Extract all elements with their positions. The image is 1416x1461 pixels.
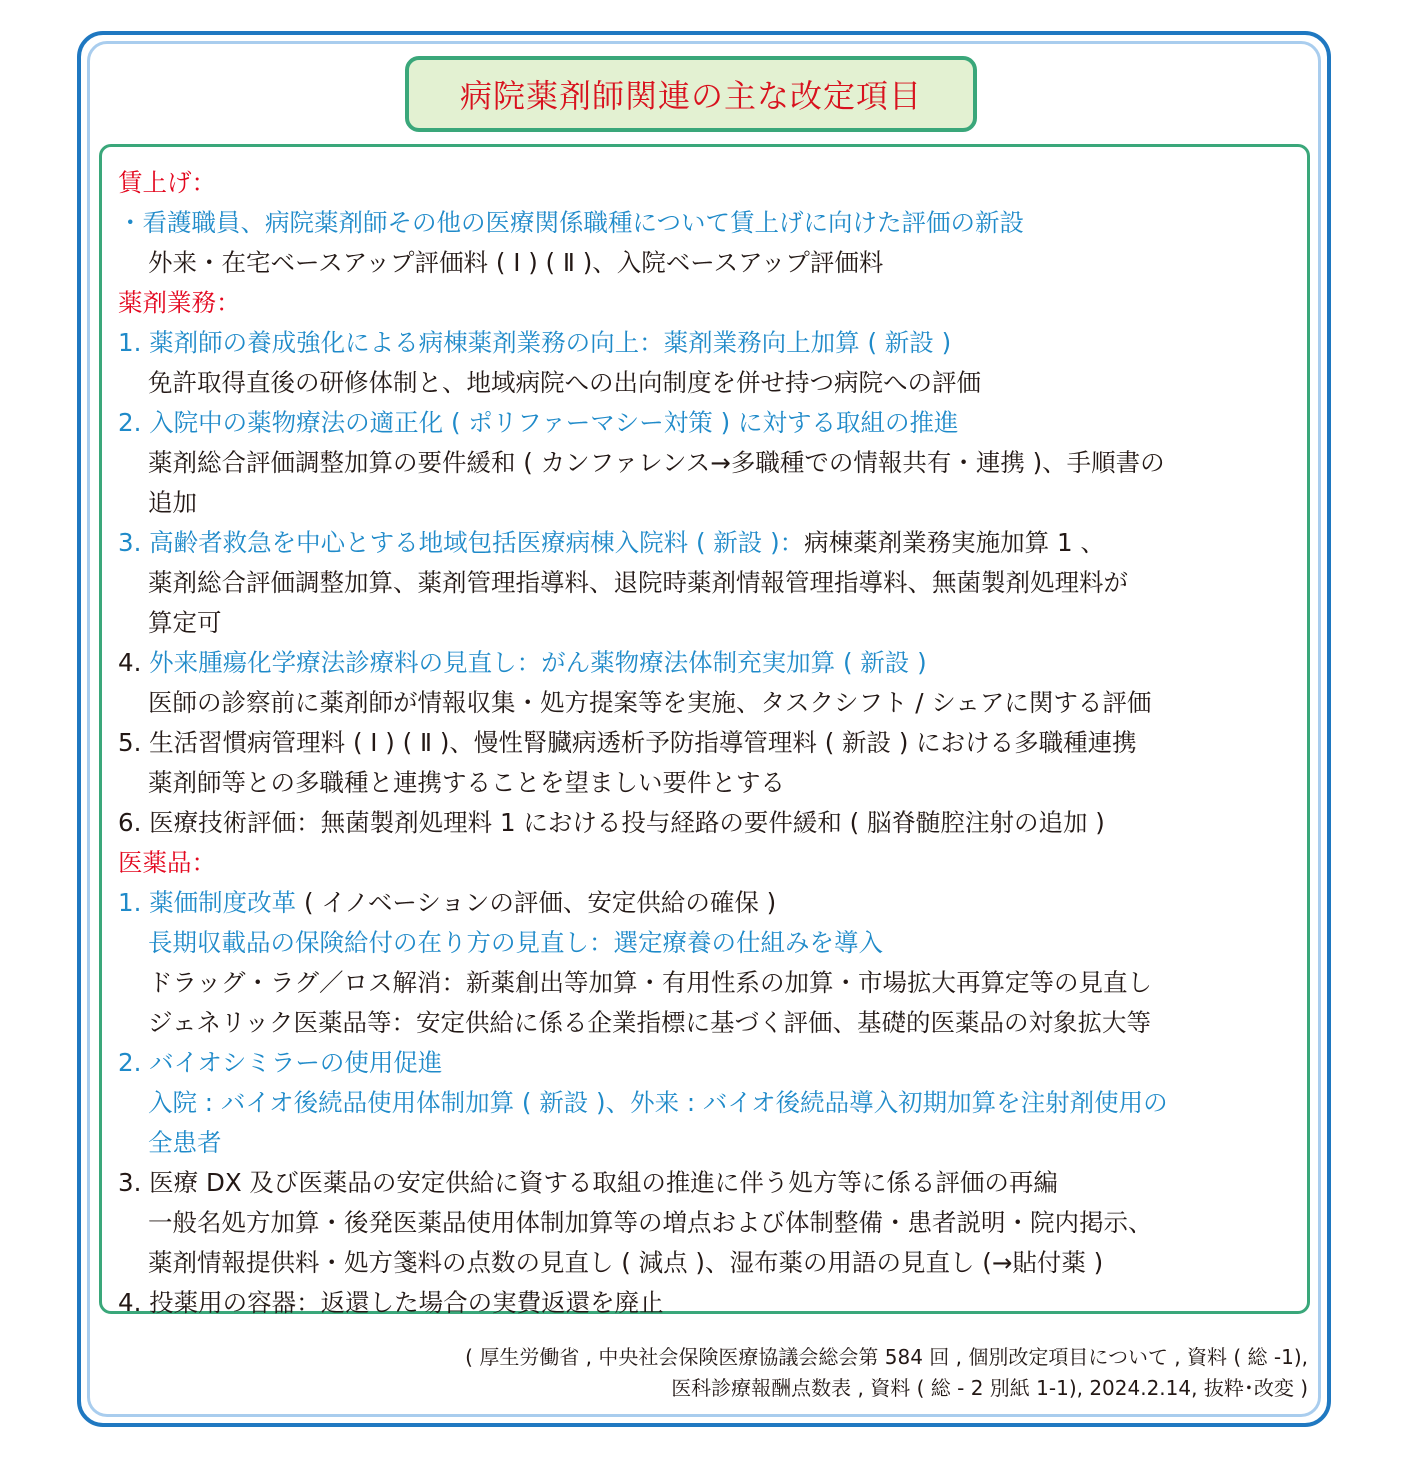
title-box xyxy=(405,56,977,132)
pharmacy-item-6-title: 6. 医療技術評価：無菌製剤処理料 1 における投与経路の要件緩和 ( 脳脊髄腔注射の追加 ) xyxy=(118,808,1105,837)
source-line-2: 医科診療報酬点数表 , 資料 ( 総 - 2 別紙 1-1), 2024.2.14, 抜粋･改変 ) xyxy=(671,1376,1308,1400)
pharmacy-item-5-title: 5. 生活習慣病管理料 ( Ⅰ ) ( Ⅱ )、慢性腎臓病透析予防指導管理料 ( 新設 ) における多職種連携 xyxy=(118,728,1137,757)
pharmacy-item-1-title: 1. 薬剤師の養成強化による病棟薬剤業務の向上：薬剤業務向上加算 ( 新設 ) xyxy=(118,328,952,357)
pharmacy-item-2-title: 2. 入院中の薬物療法の適正化 ( ポリファーマシー対策 ) に対する取組の推進 xyxy=(118,408,959,437)
pharmacy-item-2-desc-2: 追加 xyxy=(148,488,197,517)
drugs-item-2-title: 2. バイオシミラーの使用促進 xyxy=(118,1048,443,1077)
pharmacy-item-3-title-tail: 病棟薬剤業務実施加算 1 、 xyxy=(804,528,1105,557)
drugs-item-3-desc-1: 一般名処方加算・後発医薬品使用体制加算等の増点および体制整備・患者説明・院内掲示、 xyxy=(148,1208,1153,1237)
pharmacy-item-4-desc: 医師の診察前に薬剤師が情報収集・処方提案等を実施、タスクシフト / シェアに関する評価 xyxy=(148,688,1152,717)
drugs-item-1-sub: 長期収載品の保険給付の在り方の見直し：選定療養の仕組みを導入 xyxy=(148,928,883,957)
section-heading-pharmacy: 薬剤業務： xyxy=(118,288,241,317)
source-citation xyxy=(465,1342,1308,1404)
pharmacy-item-3-desc-1: 薬剤総合評価調整加算、薬剤管理指導料、退院時薬剤情報管理指導料、無菌製剤処理料が xyxy=(148,568,1128,597)
pharmacy-item-3-title: 3. 高齢者救急を中心とする地域包括医療病棟入院料 ( 新設 )： xyxy=(118,528,805,557)
pharmacy-item-5-desc: 薬剤師等との多職種と連携することを望ましい要件とする xyxy=(148,768,785,797)
drugs-item-1-desc-2: ジェネリック医薬品等：安定供給に係る企業指標に基づく評価、基礎的医薬品の対象拡大等 xyxy=(148,1008,1152,1037)
drugs-item-3-title: 3. 医療 DX 及び医薬品の安定供給に資する取組の推進に伴う処方等に係る評価の再編 xyxy=(118,1168,1058,1197)
pharmacy-item-2-desc-1: 薬剤総合評価調整加算の要件緩和 ( カンファレンス→多職種での情報共有・連携 )、手順書の xyxy=(148,448,1165,477)
pharmacy-item-3-title-line xyxy=(118,523,1303,563)
wage-item-1-title: ・看護職員、病院薬剤師その他の医療関係職種について賃上げに向けた評価の新設 xyxy=(118,208,1025,237)
content-lines xyxy=(118,163,1303,1323)
drugs-item-3-desc-2: 薬剤情報提供料・処方箋料の点数の見直し ( 減点 )、湿布薬の用語の見直し (→貼付薬 ) xyxy=(148,1248,1104,1277)
pharmacy-item-4-number: 4. xyxy=(118,648,150,677)
section-heading-wage: 賃上げ： xyxy=(118,168,216,197)
pharmacy-item-4-title-line xyxy=(118,643,1303,683)
drugs-item-1-desc-1: ドラッグ・ラグ／ロス解消：新薬創出等加算・有用性系の加算・市場拡大再算定等の見直し xyxy=(148,968,1153,997)
drugs-item-2-desc-1: 入院 : バイオ後続品使用体制加算 ( 新設 )、外来 : バイオ後続品導入初期加算を注射剤使用の xyxy=(148,1088,1168,1117)
drugs-item-1-title-tail: ( イノベーションの評価、安定供給の確保 ) xyxy=(296,888,777,917)
wage-item-1-desc: 外来・在宅ベースアップ評価料 ( Ⅰ ) ( Ⅱ )、入院ベースアップ評価料 xyxy=(148,248,884,277)
drugs-item-2-desc-2: 全患者 xyxy=(148,1128,222,1157)
drugs-item-4-title: 4. 投薬用の容器：返還した場合の実費返還を廃止 xyxy=(118,1288,664,1317)
pharmacy-item-4-title: 外来腫瘍化学療法診療料の見直し：がん薬物療法体制充実加算 ( 新設 ) xyxy=(149,648,927,677)
pharmacy-item-1-desc: 免許取得直後の研修体制と、地域病院への出向制度を併せ持つ病院への評価 xyxy=(148,368,981,397)
section-heading-drugs: 医薬品： xyxy=(118,848,216,877)
drugs-item-1-title: 1. 薬価制度改革 xyxy=(118,888,297,917)
drugs-item-1-title-line xyxy=(118,883,1303,923)
source-line-1: ( 厚生労働省 , 中央社会保険医療協議会総会第 584 回 , 個別改定項目について , 資料 ( 総 -1), xyxy=(465,1345,1308,1369)
pharmacy-item-3-desc-2: 算定可 xyxy=(148,608,222,637)
page-title: 病院薬剤師関連の主な改定項目 xyxy=(459,77,922,115)
